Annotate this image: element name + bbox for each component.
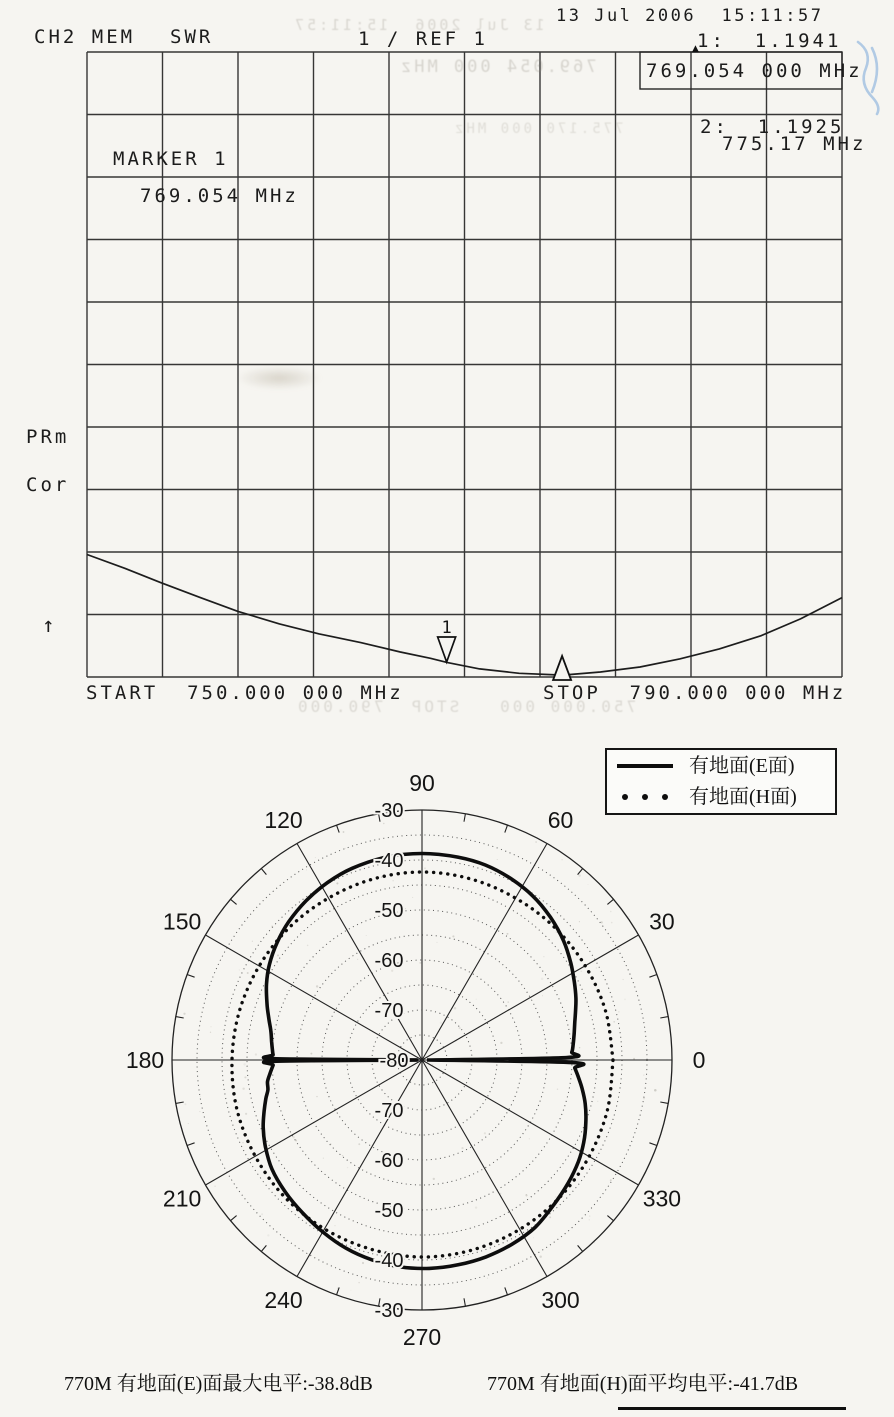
vna-start-label: START 750.000 000 MHz [86,682,404,704]
vna-marker2-frequency: 775.17 MHz [722,133,867,155]
polar-legend [605,748,837,815]
polar-radial-label: -40 [374,850,404,872]
polar-spokes [172,810,672,1310]
vna-marker2-readout: 2: 1.1925 [700,116,845,138]
polar-radial-label: -50 [374,900,404,922]
polar-radial-label: -50 [374,1200,404,1222]
caption-h-plane-avg-level: 770M 有地面(H)面平均电平:-41.7dB [487,1373,799,1395]
marker-readout-tick-icon: ▲ [692,44,699,54]
polar-radial-label: -30 [374,1300,404,1322]
polar-angle-label: 90 [409,770,435,796]
vna-stop-label: STOP 790.000 000 MHz [543,682,847,704]
caption-underline [618,1407,846,1410]
polar-angle-label: 180 [125,1047,165,1073]
vna-measurement-label: SWR [170,26,214,48]
vna-marker1-frequency: 769.054 000 MHz [646,60,863,82]
polar-angle-label: 30 [649,908,675,935]
polar-radial-label: -80 [379,1050,409,1072]
vna-cor-label: Cor [26,474,70,496]
polar-angle-label: 60 [547,807,574,834]
vna-datetime: 13 Jul 2006 15:11:57 [556,6,824,26]
caption-e-plane-max-level: 770M 有地面(E)面最大电平:-38.8dB [64,1373,373,1395]
polar-radial-label: -40 [374,1250,404,1272]
marker-2-triangle-icon [553,656,571,680]
scan-noise [174,819,657,1291]
polar-angle-label: 150 [162,908,202,935]
polar-angle-label: 330 [642,1185,682,1212]
vna-marker-label: MARKER 1 [113,148,229,170]
bleed-through-text: 775.170 000 MHz [452,121,624,137]
vna-marker-value: 769.054 MHz [140,185,299,207]
marker-1-triangle-icon [438,637,456,662]
polar-angle-label: 270 [402,1324,442,1350]
polar-radial-label: -30 [374,800,404,822]
bleed-through-text: 769.054 000 MHz [398,57,597,77]
polar-radial-label: -60 [374,950,404,972]
polar-radial-labels [375,800,409,1322]
polar-radial-label: -70 [374,1100,404,1122]
dotted-line-swatch-icon [617,794,673,800]
legend-e-plane-label: 有地面(E面) [689,754,795,777]
vna-channel-label: CH2 MEM [34,26,136,48]
up-arrow-icon: ↑ [42,613,58,637]
bleed-through-text: 750.000 000 STOP 790.000 [295,697,637,716]
legend-h-plane-label: 有地面(H面) [689,785,797,808]
solid-line-swatch-icon [617,764,673,768]
polar-angle-label: 300 [541,1286,580,1313]
polar-angle-label: 120 [264,807,303,834]
marker-1-number: 1 [441,618,452,638]
polar-angle-label: 240 [264,1286,303,1313]
vna-prm-label: PRm [26,426,70,448]
legend-row-h-plane [607,781,835,812]
polar-radial-label: -70 [374,1000,404,1022]
bleed-through-text: 13 Jul 2006 15:11:57 [292,16,545,34]
legend-row-e-plane [607,750,835,781]
vna-marker1-readout: 1: 1.1941 [697,30,842,52]
vna-scale-ref-label: 1 / REF 1 [358,28,488,50]
polar-angle-label: 210 [162,1185,202,1212]
scan-smudge [236,366,322,390]
polar-angle-label: 0 [692,1047,706,1073]
polar-radial-label: -60 [374,1150,404,1172]
